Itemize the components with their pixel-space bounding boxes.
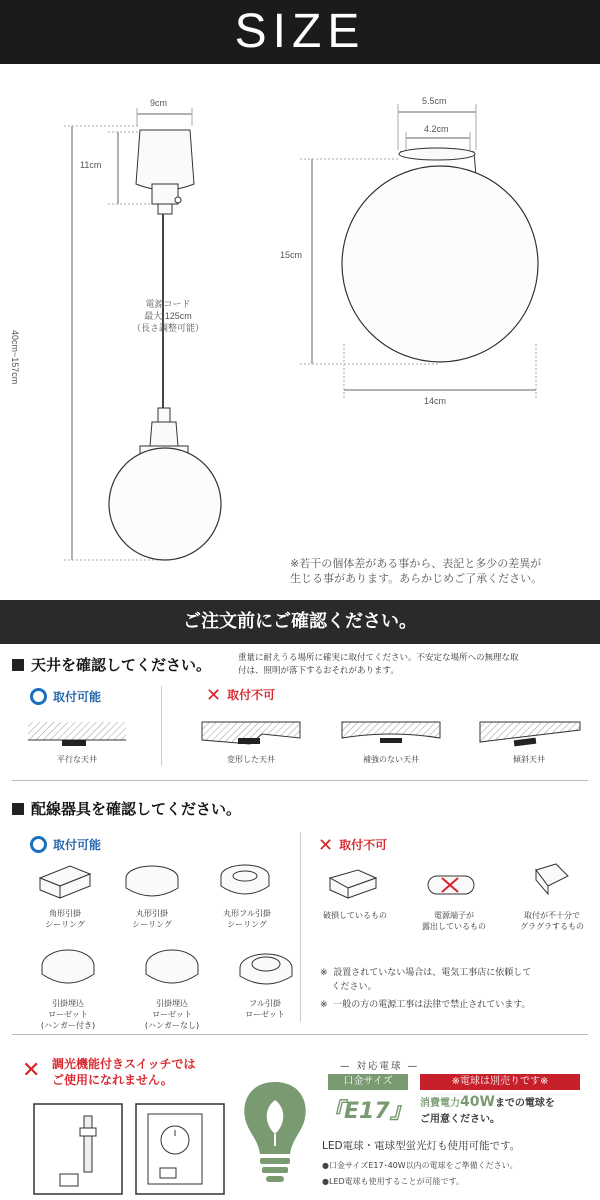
wiring-ok-heading: [30, 834, 101, 853]
globe-height-label: 15cm: [280, 250, 303, 260]
wiring-note-1: ※ 一般の方の電源工事は法律で禁止されています。: [320, 1000, 531, 1010]
ceiling-ok-label: 取付可能: [53, 690, 102, 704]
power-line1b: までの電球を: [494, 1098, 555, 1109]
wiring-ng-item-2: 取付が不十分で グラグラするもの: [520, 911, 584, 931]
globe-width-label: 14cm: [424, 396, 447, 406]
power-em: 40W: [460, 1094, 495, 1110]
socket-size: 『E17』: [322, 1099, 412, 1124]
wiring-ng-item-1: 電源端子が 露出しているもの: [422, 911, 486, 931]
wiring-ok-item-5: フル引掛 ローゼット: [245, 999, 285, 1019]
bulb-bullet-0: ●口金サイズE17･40W以内の電球をご準備ください。: [322, 1161, 518, 1170]
section-divider: [12, 1034, 588, 1035]
ng-cross-icon: ✕: [318, 835, 334, 856]
bulb-heading-text: 対応電球: [356, 1061, 403, 1072]
ceiling-item-0: 平行な天井: [57, 755, 97, 764]
dimmer-switch-illustration: [28, 1098, 228, 1198]
ok-ring-icon: [30, 836, 47, 853]
wiring-note-0: ※ 設置されていない場合は、電気工事店に依頼して ください。: [320, 968, 532, 992]
power-requirement: [420, 1094, 590, 1128]
dimmer-warning: 調光機能付きスイッチでは ご使用になれません。: [52, 1057, 196, 1087]
bulb-leaf-icon: [236, 1076, 314, 1186]
ok-ring-icon: [30, 688, 47, 705]
ceiling-illustrations: [0, 712, 600, 756]
sold-separately-badge: ※電球は別売りです※: [420, 1074, 580, 1090]
ceiling-ng-label: 取付不可: [227, 688, 276, 702]
base-width-label: 9cm: [150, 98, 168, 108]
confirm-banner: ご注文前にご確認ください。: [0, 600, 600, 644]
variance-note: ※若干の個体差がある事から、表記と多少の差異が 生じる事があります。あらかじめご了承ください。: [290, 557, 543, 585]
total-length-label: 40cm~157cm: [10, 330, 20, 385]
neck-outer-label: 5.5cm: [422, 96, 447, 106]
power-line1: 消費電力: [420, 1098, 460, 1109]
lamp-dimension-drawing: [0, 64, 600, 600]
bulb-heading: — 対応電球 —: [340, 1061, 420, 1072]
wiring-ng-item-0: 破損しているもの: [323, 911, 387, 920]
wiring-section-title: 配線器具を確認してください。: [12, 798, 241, 819]
led-note: LED電球・電球型蛍光灯も使用可能です。: [322, 1140, 521, 1152]
section-divider: [12, 780, 588, 781]
wiring-ok-item-1: 丸形引掛 シーリング: [132, 909, 172, 929]
bulb-bullet-1: ●LED電球も使用することが可能です。: [322, 1177, 465, 1186]
ceiling-ok-heading: [30, 686, 101, 705]
ceiling-item-1: 変形した天井: [227, 755, 275, 764]
size-header: SIZE: [0, 0, 600, 64]
wiring-ng-label: 取付不可: [339, 838, 388, 852]
power-line2: ご用意ください。: [420, 1114, 500, 1125]
neck-inner-label: 4.2cm: [424, 124, 449, 134]
ceiling-ng-heading: [206, 684, 275, 706]
ng-cross-icon: ✕: [206, 685, 222, 706]
base-height-label: 11cm: [80, 160, 102, 170]
dimmer-cross-icon: ✕: [22, 1058, 41, 1083]
ceiling-item-2: 補強のない天井: [363, 755, 419, 764]
wiring-ok-item-4: 引掛埋込 ローゼット (ハンガーなし): [144, 999, 200, 1030]
ceiling-item-3: 傾斜天井: [513, 755, 545, 764]
ceiling-section-title: 天井を確認してください。: [12, 654, 211, 675]
wiring-ok-item-2: 丸形フル引掛 シーリング: [223, 909, 271, 929]
cord-label: 電源コード 最大 125cm （長さ調整可能）: [131, 299, 204, 333]
base-size-badge: 口金サイズ: [328, 1074, 408, 1090]
wiring-ng-heading: [318, 834, 387, 856]
ceiling-description: 重量に耐えうる場所に確実に取付てください。不安定な場所への無理な取 付は、照明が落下するおそれがあります。: [238, 653, 519, 676]
wiring-ok-item-3: 引掛埋込 ローゼット (ハンガー付き): [40, 999, 96, 1030]
wiring-ok-item-0: 角形引掛 シーリング: [45, 909, 85, 929]
wiring-ok-label: 取付可能: [53, 838, 102, 852]
